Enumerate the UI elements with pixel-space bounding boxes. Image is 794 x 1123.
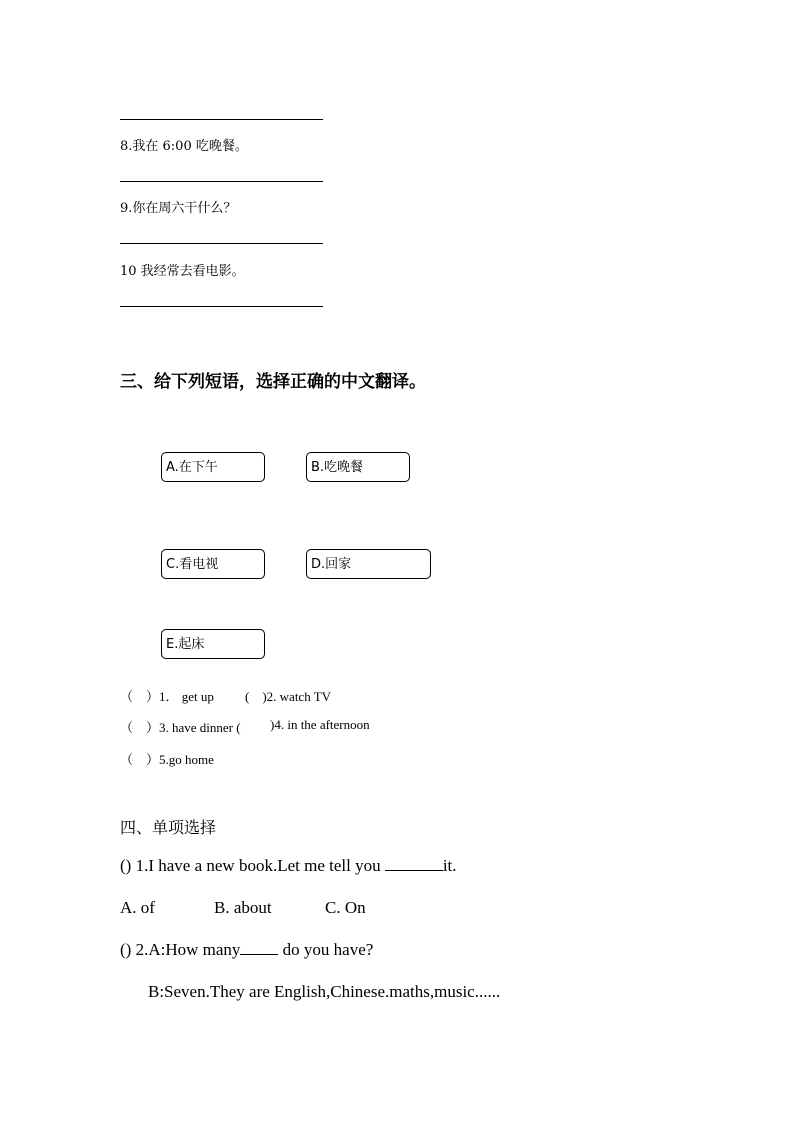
section3-heading: 三、给下列短语，选择正确的中文翻译。: [120, 372, 426, 392]
mc-question-2-prefix: () 2.A:How many: [120, 940, 241, 959]
mc-question-2-dialogue: B:Seven.They are English,Chinese.maths,music......: [148, 982, 501, 1001]
mc-question-2-suffix: do you have?: [278, 940, 374, 959]
answer-line-10: [120, 306, 323, 307]
match-question-1: （ ）1． get up: [120, 689, 214, 704]
mc-question-1-suffix: it.: [442, 856, 457, 875]
mc-question-2: [120, 940, 373, 960]
mc-choice-b: B. about: [214, 898, 272, 917]
mc-question-1-prefix: () 1.I have a new book.Let me tell you: [120, 856, 385, 875]
answer-line-7: [120, 119, 323, 120]
mc-question-1: [120, 856, 457, 876]
match-question-5: （ ）5.go home: [120, 752, 214, 767]
question-9: 9.你在周六干什么？: [120, 201, 237, 216]
answer-blank: [385, 870, 443, 871]
option-box-c: C.看电视: [161, 549, 265, 579]
option-box-b: B.吃晚餐: [306, 452, 410, 482]
mc-choice-a: A. of: [120, 898, 155, 917]
answer-blank: [240, 954, 278, 955]
section4-heading: 四、单项选择: [120, 818, 217, 837]
option-box-a: A.在下午: [161, 452, 265, 482]
match-question-2: ( )2. watch TV: [245, 689, 332, 704]
answer-line-9: [120, 243, 323, 244]
option-box-e: E.起床: [161, 629, 265, 659]
question-8: 8.我在 6:00 吃晚餐。: [120, 139, 248, 154]
match-question-3: （ ）3. have dinner (: [120, 720, 241, 735]
question-10: 10 我经常去看电影。: [120, 264, 245, 279]
answer-line-8: [120, 181, 323, 182]
match-question-4: )4. in the afternoon: [270, 717, 370, 732]
mc-choice-c: C. On: [325, 898, 366, 917]
option-box-d: D.回家: [306, 549, 431, 579]
